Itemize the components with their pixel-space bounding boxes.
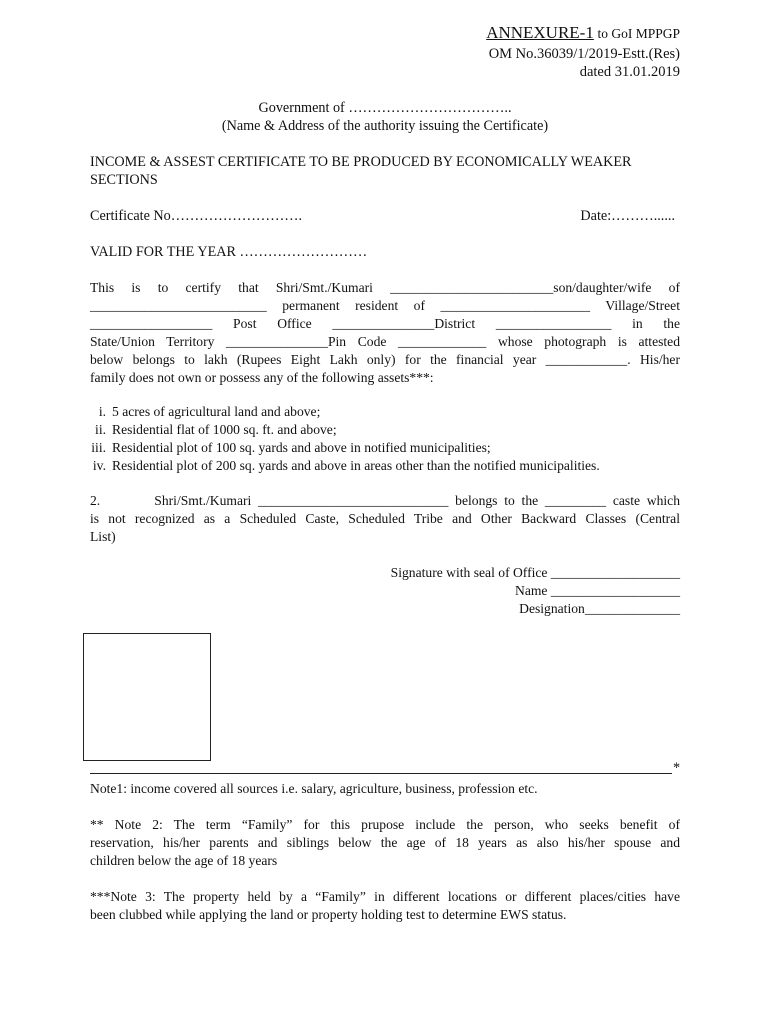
certification-paragraph <box>90 279 680 387</box>
annexure-title: ANNEXURE-1 <box>486 23 594 42</box>
list-item: iv. Residential plot of 200 sq. yards and above in areas other than the notified municipalities. <box>92 458 600 473</box>
body-line-4: State/Union Territory _______________Pin Code _____________ whose photograph is attested <box>90 334 680 349</box>
caste-paragraph <box>90 492 680 546</box>
caste-line-1: 2. Shri/Smt./Kumari ____________________________ belongs to the _________ caste which <box>90 493 680 508</box>
list-item: i. 5 acres of agricultural land and above; <box>98 404 321 419</box>
body-line-1: This is to certify that Shri/Smt./Kumari ________________________son/daughter/wife of <box>90 280 680 295</box>
photograph-box <box>83 633 211 761</box>
list-item: iii. Residential plot of 100 sq. yards and above in notified municipalities; <box>91 440 491 455</box>
om-date: dated 31.01.2019 <box>579 64 680 80</box>
list-item: ii. Residential flat of 1000 sq. ft. and above; <box>95 422 337 437</box>
certificate-number: Certificate No………………………. <box>90 208 302 224</box>
signature-name-line: Name ___________________ <box>515 583 680 598</box>
body-line-6: family does not own or possess any of the following assets***: <box>90 370 434 385</box>
signature-seal-line: Signature with seal of Office ___________________ <box>390 565 680 580</box>
government-of-line: Government of …………………………….. <box>258 100 512 116</box>
footnote-star: * <box>673 760 681 776</box>
certificate-title-line2: SECTIONS <box>90 172 158 188</box>
note-2: ** Note 2: The term “Family” for this prupose include the person, who seeks benefit of reservation, his/her parents and siblings below the age of 18 years as also his/her spouse and children below the age of 18 years <box>90 817 680 868</box>
footnote-rule <box>90 773 672 774</box>
signature-designation-line: Designation______________ <box>519 601 680 616</box>
caste-line-3: List) <box>90 529 116 544</box>
note-1: Note1: income covered all sources i.e. salary, agriculture, business, profession etc. <box>90 781 538 796</box>
authority-name-address: (Name & Address of the authority issuing the Certificate) <box>221 118 549 134</box>
caste-line-2: is not recognized as a Scheduled Caste, Scheduled Tribe and Other Backward Classes (Central <box>90 511 680 526</box>
note-3: ***Note 3: The property held by a “Family” in different locations or different places/cities have been clubbed while applying the land or property holding test to determine EWS status. <box>90 889 680 922</box>
annexure-suffix: to GoI MPPGP <box>597 26 680 41</box>
assets-list <box>60 403 700 475</box>
body-line-5: below belongs to lakh (Rupees Eight Lakh only) for the financial year ____________. His/her <box>90 352 680 367</box>
body-line-2: __________________________ permanent resident of ______________________ Village/Street <box>90 298 680 313</box>
body-line-3: __________________ Post Office _______________District _________________ in the <box>90 316 680 331</box>
valid-for-year: VALID FOR THE YEAR ……………………… <box>90 244 368 260</box>
om-number: OM No.36039/1/2019-Estt.(Res) <box>488 46 680 62</box>
certificate-date: Date:………...... <box>580 208 675 224</box>
annexure-heading <box>380 24 680 44</box>
certificate-title-line1: INCOME & ASSEST CERTIFICATE TO BE PRODUCED BY ECONOMICALLY WEAKER <box>90 154 632 170</box>
